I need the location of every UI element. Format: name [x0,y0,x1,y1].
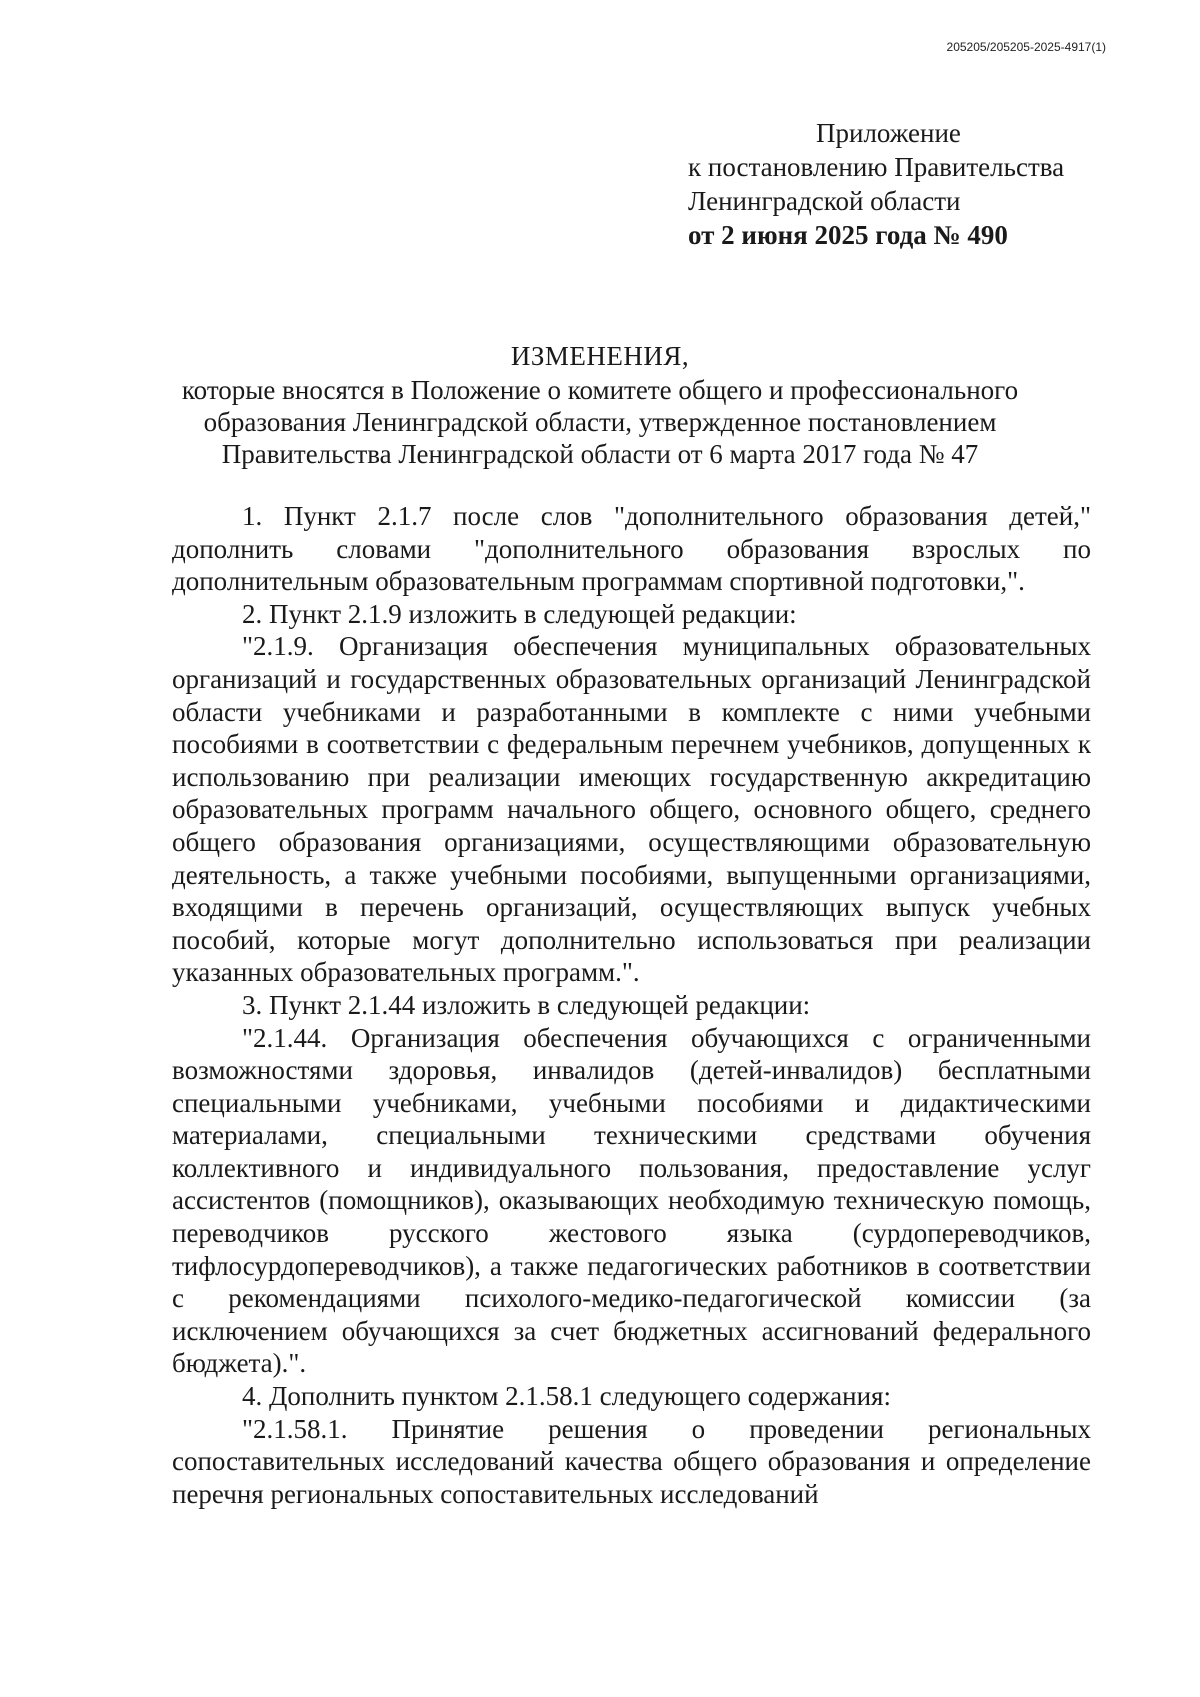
paragraph-6: 4. Дополнить пунктом 2.1.58.1 следующего содержания: [242,1381,891,1412]
paragraph-4: 3. Пункт 2.1.44 изложить в следующей редакции: [242,989,811,1020]
appendix-date: от 2 июня 2025 года № 490 [688,220,1008,250]
paragraph-7: "2.1.58.1. Принятие решения о проведении региональных сопоставительных исследований качества общего образования и определение перечня региональных сопоставительных исследований [172,1413,1091,1509]
appendix-block [688,116,1128,252]
paragraph-2: 2. Пункт 2.1.9 изложить в следующей редакции: [242,598,797,629]
paragraph-3: "2.1.9. Организация обеспечения муниципальных образовательных организаций и государственных образовательных организаций Ленинградской области учебниками и разработанными в комплекте с ними учебными пособиями в соответствии с федеральным перечнем учебников, допущенных к использованию при реализации имеющих государственную аккредитацию образовательных программ начального общего, основного общего, среднего общего образования организациями, осуществляющими образовательную деятельность, а также учебными пособиями, выпущенными организациями, входящими в перечень организаций, осуществляющих выпуск учебных пособий, которые могут дополнительно использоваться при реализации указанных образовательных программ.". [172,631,1091,988]
appendix-line-1: к постановлению Правительства [688,152,1065,182]
heading-line-3: Правительства Ленинградской области от 6 марта 2017 года № 47 [221,439,979,469]
document-id: 205205/205205-2025-4917(1) [946,40,1106,54]
document-body [172,500,1091,1510]
appendix-title: Приложение [816,118,961,148]
heading-line-2: образования Ленинградской области, утвержденное постановлением [203,407,997,437]
paragraph-1: 1. Пункт 2.1.7 после слов "дополнительного образования детей," дополнить словами "дополнительного образования взрослых по дополнительным образовательным программам спортивной подготовки,". [172,501,1091,597]
heading-line-1: которые вносятся в Положение о комитете общего и профессионального [181,375,1019,405]
paragraph-5: "2.1.44. Организация обеспечения обучающихся с ограниченными возможностями здоровья, инвалидов (детей-инвалидов) бесплатными специальными учебниками, учебными пособиями и дидактическими материалами, специальными техническими средствами обучения коллективного и индивидуального пользования, предоставление услуг ассистентов (помощников), оказывающих необходимую техническую помощь, переводчиков русского жестового языка (сурдопереводчиков, тифлосурдопереводчиков), а также педагогических работников в соответствии с рекомендациями психолого-медико-педагогической комиссии (за исключением обучающихся за счет бюджетных ассигнований федерального бюджета).". [172,1022,1091,1379]
appendix-line-2: Ленинградской области [688,186,961,216]
heading-title: ИЗМЕНЕНИЯ, [510,341,690,371]
document-heading [0,340,1200,470]
